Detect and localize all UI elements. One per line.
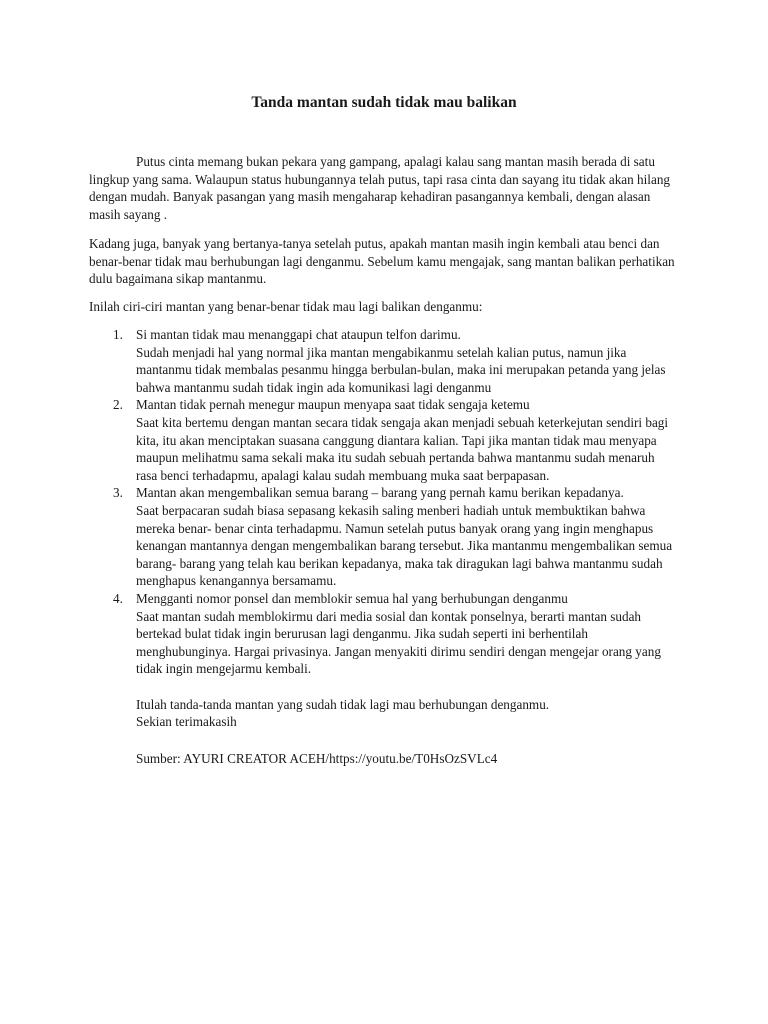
list-item-number: 1. — [113, 327, 123, 342]
intro-paragraph: Putus cinta memang bukan pekara yang gampang, apalagi kalau sang mantan masih berada di satu lingkup yang sama. Walaupun status hubungannya telah putus, tapi rasa cinta dan sayang itu tidak akan hilang dengan mudah. Banyak pasangan yang masih mengaharap kehadiran pasangannya kembali, dengan alasan masih sayang . — [89, 154, 671, 222]
list-item-heading: Mantan tidak pernah menegur maupun menyapa saat tidak sengaja ketemu — [136, 397, 530, 413]
signs-list — [89, 326, 679, 678]
list-item-number: 2. — [113, 397, 123, 413]
list-item — [89, 326, 679, 396]
source-citation: Sumber: AYURI CREATOR ACEH/https://youtu.be/T0HsOzSVLc4 — [136, 751, 498, 766]
list-item-number: 4. — [113, 590, 123, 606]
list-item — [89, 590, 679, 678]
context-paragraph: Kadang juga, banyak yang bertanya-tanya setelah putus, apakah mantan masih ingin kembali atau benci dan benar-benar tidak mau berhubungan lagi denganmu. Sebelum kamu mengajak, sang mantan balikan perhatikan dulu bagaimana sikap mantanmu. — [89, 236, 675, 287]
list-item — [89, 396, 679, 484]
list-item-body: Saat mantan sudah memblokirmu dari media sosial dan kontak ponselnya, berarti mantan sudah bertekad bulat tidak ingin berurusan lagi denganmu. Jika sudah seperti ini berhentilah menghubunginya. Hargai privasinya. Jangan menyakiti dirimu sendiri dengan mengejar orang yang tidak ingin mengejarmu kembali. — [136, 608, 661, 677]
list-intro-paragraph: Inilah ciri-ciri mantan yang benar-benar tidak mau lagi balikan denganmu: — [89, 299, 483, 314]
list-item-heading: Mantan akan mengembalikan semua barang – barang yang pernah kamu berikan kepadanya. — [136, 485, 624, 501]
list-item — [89, 484, 679, 590]
list-item-heading: Mengganti nomor ponsel dan memblokir semua hal yang berhubungan denganmu — [136, 590, 568, 606]
list-item-body: Saat berpacaran sudah biasa sepasang kekasih saling menberi hadiah untuk membuktikan bahwa mereka benar- benar cinta terhadapmu. Namun setelah putus banyak orang yang ingin menghapus kenangan mantannya dengan mengembalikan barang tersebut. Jika mantanmu mengembalikan semua barang- barang yang telah kau berikan kepadanya, maka tak diragukan lagi bahwa mantanmu sudah menghapus kenangannya bersamamu. — [136, 502, 673, 589]
list-item-body: Sudah menjadi hal yang normal jika mantan mengabikanmu setelah kalian putus, namun jika mantanmu tidak membalas pesanmu hingga berbulan-bulan, maka ini merupakan petanda yang jelas bahwa mantanmu sudah tidak ingin ada komunikasi lagi denganmu — [136, 344, 666, 395]
list-item-heading: Si mantan tidak mau menanggapi chat ataupun telfon darimu. — [136, 327, 461, 342]
closing-text: Itulah tanda-tanda mantan yang sudah tidak lagi mau berhubungan denganmu. — [136, 697, 550, 712]
document-title: Tanda mantan sudah tidak mau balikan — [251, 94, 517, 111]
thanks-text: Sekian terimakasih — [136, 714, 237, 729]
list-item-body: Saat kita bertemu dengan mantan secara tidak sengaja akan menjadi sebuah keterkejutan sendiri bagi kita, itu akan menciptakan suasana canggung diantara kalian. Tapi jika mantan tidak mau menyapa maupun melihatmu sama sekali maka itu sudah sebuah pertanda bahwa mantanmu sudah menaruh rasa benci terhadapmu, apalagi kalau sudah membuang muka saat berpapasan. — [136, 414, 669, 483]
list-item-number: 3. — [113, 485, 123, 501]
